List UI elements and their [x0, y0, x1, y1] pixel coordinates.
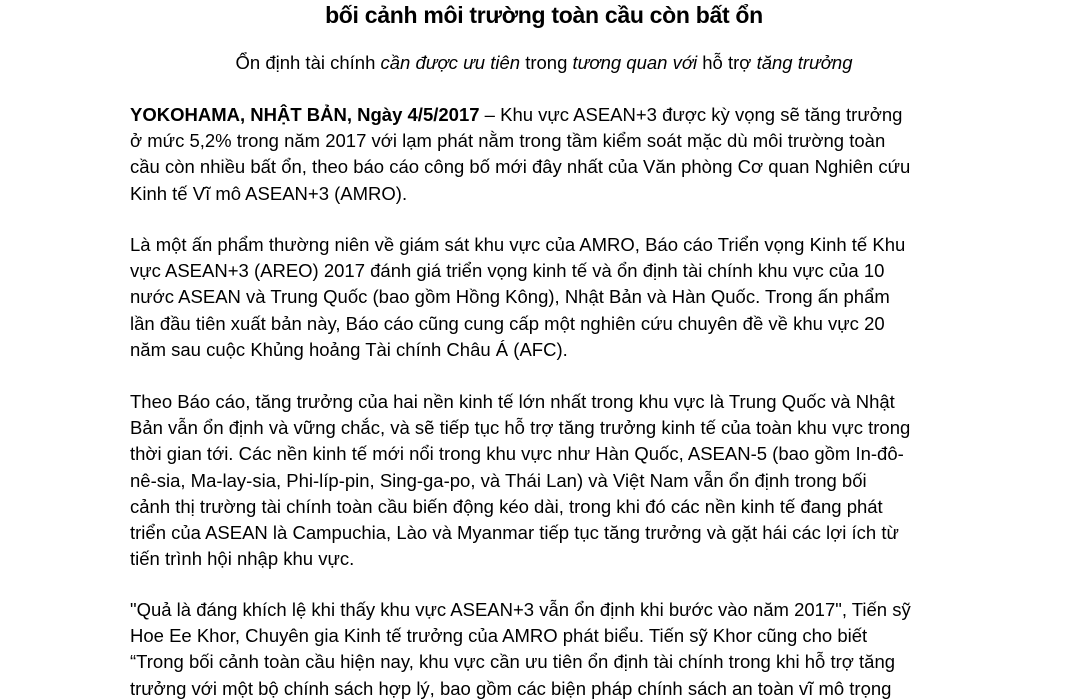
subtitle-emphasis-1: cần được ưu tiên [380, 52, 521, 73]
paragraph-line: năm sau cuộc Khủng hoảng Tài chính Châu Á (AFC). [130, 338, 568, 360]
paragraph-4 [130, 597, 970, 700]
paragraph-line: cảnh thị trường tài chính toàn cầu biến động kéo dài, trong khi đó các nền kinh tế đang phát [130, 495, 883, 517]
subtitle-text-2: trong [520, 52, 573, 73]
paragraph-line: lần đầu tiên xuất bản này, Báo cáo cũng cung cấp một nghiên cứu chuyên đề về khu vực 20 [130, 312, 885, 334]
paragraph-1 [130, 102, 970, 207]
subtitle-text-3: hỗ trợ [697, 52, 757, 73]
paragraph-line: thời gian tới. Các nền kinh tế mới nổi trong khu vực như Hàn Quốc, ASEAN-5 (bao gồm In-đô- [130, 443, 904, 465]
paragraph-line: "Quả là đáng khích lệ khi thấy khu vực ASEAN+3 vẫn ổn định khi bước vào năm 2017", Tiến sỹ [130, 599, 911, 620]
subtitle-emphasis-2: tương quan với [572, 52, 698, 73]
paragraph-line: triển của ASEAN là Campuchia, Lào và Myanmar tiếp tục tăng trưởng và gặt hái các lợi ích từ [130, 521, 899, 543]
paragraph-line: Kinh tế Vĩ mô ASEAN+3 (AMRO). [130, 182, 408, 204]
paragraph-line: Hoe Ee Khor, Chuyên gia Kinh tế trưởng của AMRO phát biểu. Tiến sỹ Khor cũng cho biết [130, 625, 868, 647]
paragraph-line [130, 102, 970, 128]
paragraph-line: nê-sia, Ma-lay-sia, Phi-líp-pin, Sing-ga-po, và Thái Lan) và Việt Nam vẫn ổn định trong bối [130, 469, 867, 491]
paragraph-line: “Trong bối cảnh toàn cầu hiện nay, khu vực cần ưu tiên ổn định tài chính trong khi hỗ trợ tăng [130, 651, 896, 673]
dateline: YOKOHAMA, NHẬT BẢN, Ngày 4/5/2017 [130, 104, 480, 125]
document-subtitle [0, 52, 1088, 74]
paragraph-3 [130, 389, 970, 572]
paragraph-line: vực ASEAN+3 (AREO) 2017 đánh giá triển vọng kinh tế và ổn định tài chính khu vực của 10 [130, 260, 885, 282]
paragraph-line: trưởng với một bộ chính sách hợp lý, bao gồm các biện pháp chính sách an toàn vĩ mô trọng [130, 677, 892, 699]
line-text: – Khu vực ASEAN+3 được kỳ vọng sẽ tăng trưởng [479, 104, 903, 125]
paragraph-line: Bản vẫn ổn định và vững chắc, và sẽ tiếp tục hỗ trợ tăng trưởng kinh tế của toàn khu vực trong [130, 417, 911, 439]
paragraph-line: tiến trình hội nhập khu vực. [130, 548, 355, 570]
subtitle-emphasis-3: tăng trưởng [756, 52, 853, 73]
subtitle-text-1: Ổn định tài chính [235, 52, 381, 73]
paragraph-2 [130, 232, 970, 363]
paragraph-line: ở mức 5,2% trong năm 2017 với lạm phát nằm trong tầm kiểm soát mặc dù môi trường toàn [130, 130, 886, 152]
paragraph-line: Theo Báo cáo, tăng trưởng của hai nền kinh tế lớn nhất trong khu vực là Trung Quốc và Nhật [130, 391, 895, 412]
paragraph-line: Là một ấn phẩm thường niên về giám sát khu vực của AMRO, Báo cáo Triển vọng Kinh tế Khu [130, 234, 906, 255]
document-title: bối cảnh môi trường toàn cầu còn bất ổn [325, 2, 763, 28]
paragraph-line: nước ASEAN và Trung Quốc (bao gồm Hồng Kông), Nhật Bản và Hàn Quốc. Trong ấn phẩm [130, 286, 890, 308]
paragraph-line: cầu còn nhiều bất ổn, theo báo cáo công bố mới đây nhất của Văn phòng Cơ quan Nghiên cứu [130, 156, 911, 178]
